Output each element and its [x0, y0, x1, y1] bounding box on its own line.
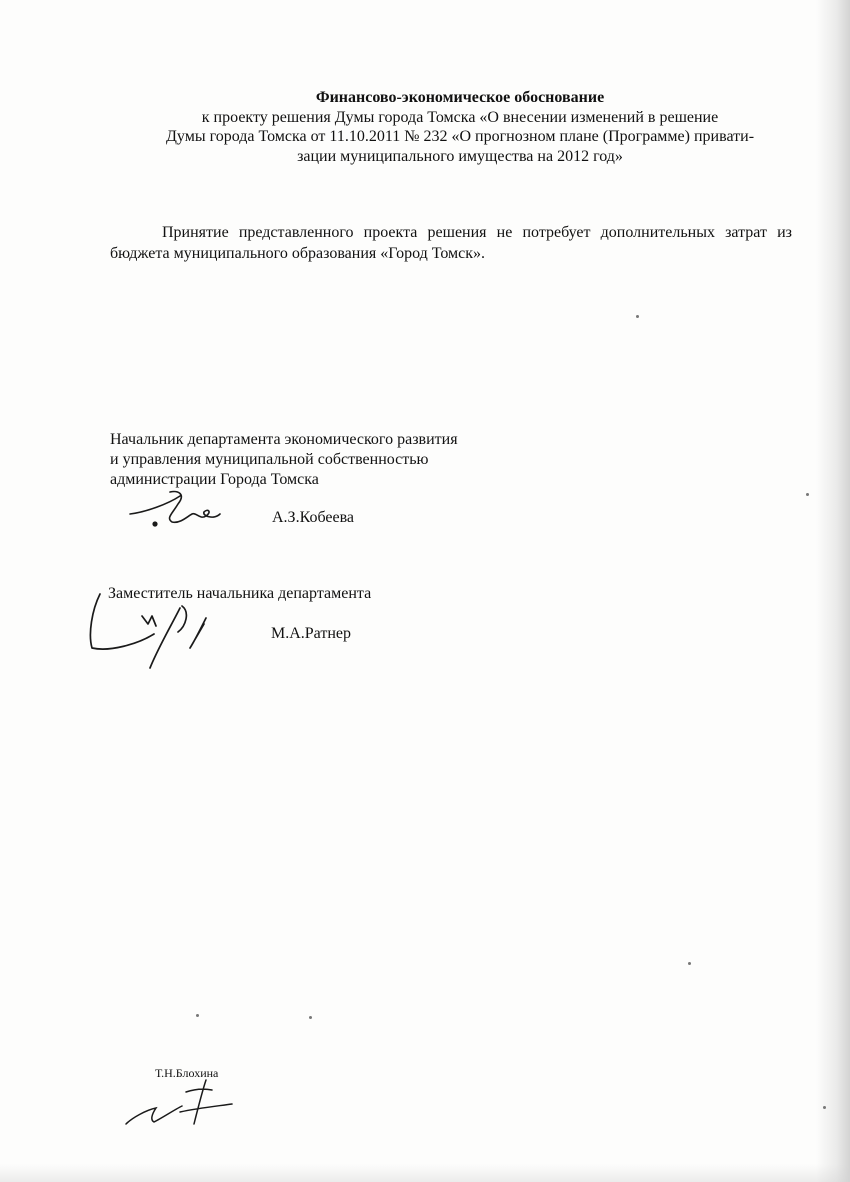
scan-edge-shadow	[816, 0, 850, 1182]
document-heading	[130, 88, 790, 166]
scan-speck	[806, 493, 809, 496]
executor-name: Т.Н.Блохина	[155, 1066, 219, 1080]
subtitle-line-2: Думы города Томска от 11.10.2011 № 232 «О прогнозном плане (Программе) привати-	[165, 128, 755, 145]
signatory-1-name: А.З.Кобеева	[272, 509, 355, 526]
subtitle-line-1: к проекту решения Думы города Томска «О внесении изменений в решение	[201, 108, 719, 126]
signature-2-mark	[82, 590, 222, 670]
body-paragraph: Принятие представленного проекта решения не потребует дополнительных затрат из бюджета муниципального образования «Город Томск».	[110, 224, 792, 262]
scan-speck	[688, 962, 691, 965]
signatory-2-name: М.А.Ратнер	[271, 625, 352, 642]
subtitle-line-3: зации муниципального имущества на 2012 год»	[297, 147, 623, 165]
scan-speck	[196, 1014, 199, 1017]
document-title: Финансово-экономическое обоснование	[315, 89, 605, 106]
signatory-1-position-line-2: и управления муниципальной собственностью	[110, 451, 429, 468]
scan-bottom-shadow	[0, 1164, 850, 1182]
scan-speck	[636, 315, 639, 318]
scan-speck	[309, 1016, 312, 1019]
signatory-1-position	[110, 430, 458, 490]
scan-speck	[823, 1106, 826, 1109]
signatory-1-position-line-1: Начальник департамента экономического развития	[110, 431, 458, 448]
signatory-1-position-line-3: администрации Города Томска	[110, 471, 319, 488]
signatory-2-position: Заместитель начальника департамента	[108, 585, 372, 602]
signature-1-mark	[128, 488, 238, 533]
executor-signature-mark	[122, 1078, 242, 1138]
